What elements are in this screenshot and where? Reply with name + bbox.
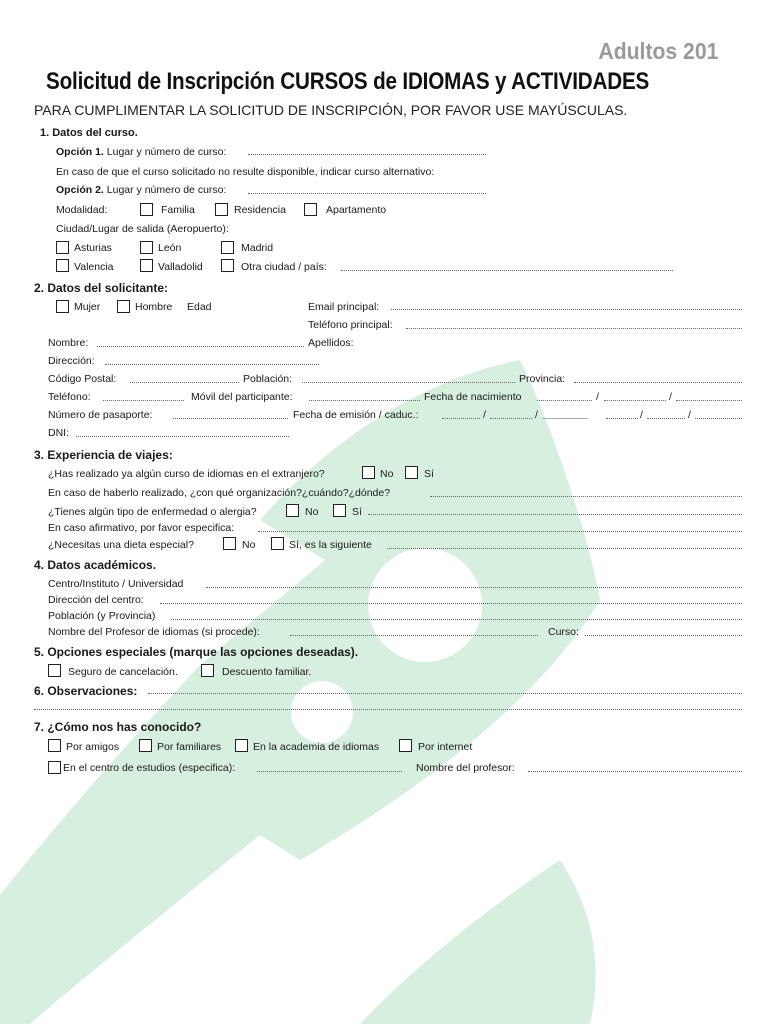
nacimiento-mes-field[interactable] — [604, 400, 666, 401]
year-label: Adultos 201 — [598, 38, 718, 64]
emision-mes-field[interactable] — [490, 418, 532, 419]
emision-anio-field[interactable] — [542, 418, 588, 419]
leon-label: León — [158, 242, 182, 254]
dieta-si-checkbox[interactable] — [271, 537, 284, 550]
nacimiento-dia-field[interactable] — [537, 400, 592, 401]
codigo-postal-label: Código Postal: — [48, 373, 117, 385]
familia-label: Familia — [161, 204, 195, 216]
telefono-field[interactable] — [103, 400, 184, 401]
valencia-checkbox[interactable] — [56, 259, 69, 272]
option-2-text: Lugar y número de curso: — [103, 184, 227, 196]
centro-estudios-checkbox[interactable] — [48, 761, 61, 774]
curso-label: Curso: — [548, 626, 579, 638]
familiares-checkbox[interactable] — [139, 739, 152, 752]
direccion-label: Dirección: — [48, 355, 95, 367]
curso-field[interactable] — [585, 635, 742, 636]
descuento-label: Descuento familiar. — [222, 666, 312, 678]
leon-checkbox[interactable] — [140, 241, 153, 254]
slash: / — [688, 409, 691, 421]
slash: / — [483, 409, 486, 421]
email-field[interactable] — [391, 309, 742, 310]
seguro-checkbox[interactable] — [48, 664, 61, 677]
email-label: Email principal: — [308, 301, 380, 313]
option-1-bold: Opción 1. — [56, 146, 104, 158]
observaciones-field-1[interactable] — [148, 693, 742, 694]
apartamento-checkbox[interactable] — [304, 203, 317, 216]
provincia-label: Provincia: — [519, 373, 566, 385]
nombre-label: Nombre: — [48, 337, 89, 349]
curso-extranjero-question: ¿Has realizado ya algún curso de idiomas en el extranjero? — [48, 468, 325, 480]
curso-extranjero-si-label: Sí — [424, 468, 434, 480]
nacimiento-anio-field[interactable] — [676, 400, 742, 401]
section-7-heading: 7. ¿Cómo nos has conocido? — [34, 720, 202, 734]
dieta-si-label: Sí, es la siguiente — [289, 539, 372, 551]
mujer-checkbox[interactable] — [56, 300, 69, 313]
direccion-field[interactable] — [105, 364, 319, 365]
watermark-lower-shape — [360, 860, 596, 1024]
nombre-profesor-label: Nombre del profesor: — [416, 762, 515, 774]
profesor-field[interactable] — [290, 635, 538, 636]
observaciones-field-2[interactable] — [34, 709, 742, 710]
dni-label: DNI: — [48, 427, 69, 439]
page-title: Solicitud de Inscripción CURSOS de IDIOMAS y ACTIVIDADES — [46, 68, 650, 95]
madrid-checkbox[interactable] — [221, 241, 234, 254]
slash: / — [640, 409, 643, 421]
edad-label: Edad — [187, 301, 212, 313]
otra-ciudad-label: Otra ciudad / país: — [241, 261, 327, 273]
amigos-label: Por amigos — [66, 741, 120, 753]
mujer-label: Mujer — [74, 301, 101, 313]
curso-extranjero-no-label: No — [380, 468, 394, 480]
instructions: PARA CUMPLIMENTAR LA SOLICITUD DE INSCRIPCIÓN, POR FAVOR USE MAYÚSCULAS. — [34, 102, 628, 118]
watermark-small-circle — [291, 681, 353, 743]
valencia-label: Valencia — [74, 261, 114, 273]
familia-checkbox[interactable] — [140, 203, 153, 216]
direccion-centro-label: Dirección del centro: — [48, 594, 144, 606]
seguro-label: Seguro de cancelación. — [68, 666, 178, 678]
pasaporte-label: Número de pasaporte: — [48, 409, 153, 421]
curso-extranjero-si-checkbox[interactable] — [405, 466, 418, 479]
option-1-label — [56, 146, 226, 158]
caducidad-anio-field[interactable] — [695, 418, 742, 419]
fecha-nacimiento-label: Fecha de nacimiento — [424, 391, 522, 403]
dieta-no-checkbox[interactable] — [223, 537, 236, 550]
apartamento-label: Apartamento — [326, 204, 387, 216]
otra-ciudad-checkbox[interactable] — [221, 259, 234, 272]
option-1-text: Lugar y número de curso: — [103, 146, 227, 158]
enfermedad-no-checkbox[interactable] — [286, 504, 299, 517]
section-5-heading: 5. Opciones especiales (marque las opciones deseadas). — [34, 645, 359, 659]
organizacion-question: En caso de haberlo realizado, ¿con qué organización?¿cuándo?¿dónde? — [48, 487, 391, 499]
option-1-field[interactable] — [248, 154, 486, 155]
residencia-checkbox[interactable] — [215, 203, 228, 216]
slash: / — [669, 391, 672, 403]
residencia-label: Residencia — [234, 204, 286, 216]
alternative-note: En caso de que el curso solicitado no resulte disponible, indicar curso alternativo: — [56, 166, 435, 178]
enfermedad-no-label: No — [305, 506, 319, 518]
organizacion-field[interactable] — [430, 496, 742, 497]
nombre-profesor-field[interactable] — [528, 771, 742, 772]
section-6-heading: 6. Observaciones: — [34, 684, 138, 698]
emision-dia-field[interactable] — [442, 418, 480, 419]
enfermedad-si-label: Sí — [352, 506, 362, 518]
poblacion-centro-field[interactable] — [171, 619, 742, 620]
asturias-label: Asturias — [74, 242, 112, 254]
especifica-label: En caso afirmativo, por favor especifica: — [48, 522, 235, 534]
movil-field[interactable] — [309, 400, 420, 401]
option-2-bold: Opción 2. — [56, 184, 104, 196]
profesor-label: Nombre del Profesor de idiomas (si procede): — [48, 626, 260, 638]
telefono-label: Teléfono: — [48, 391, 91, 403]
provincia-field[interactable] — [574, 382, 742, 383]
slash: / — [596, 391, 599, 403]
pasaporte-field[interactable] — [173, 418, 288, 419]
valladolid-checkbox[interactable] — [140, 259, 153, 272]
enfermedad-field[interactable] — [368, 514, 742, 515]
especifica-field[interactable] — [258, 531, 742, 532]
centro-estudios-label: En el centro de estudios (especifica): — [63, 762, 236, 774]
descuento-checkbox[interactable] — [201, 664, 214, 677]
caducidad-dia-field[interactable] — [606, 418, 638, 419]
section-2-heading: 2. Datos del solicitante: — [34, 281, 169, 295]
nombre-field[interactable] — [97, 346, 304, 347]
poblacion-label: Población: — [243, 373, 293, 385]
amigos-checkbox[interactable] — [48, 739, 61, 752]
section-4-heading: 4. Datos académicos. — [34, 558, 157, 572]
option-2-label — [56, 184, 226, 196]
internet-checkbox[interactable] — [399, 739, 412, 752]
otra-ciudad-field[interactable] — [341, 270, 673, 271]
movil-label: Móvil del participante: — [191, 391, 293, 403]
section-3-heading: 3. Experiencia de viajes: — [34, 448, 173, 462]
centro-label: Centro/Instituto / Universidad — [48, 578, 184, 590]
codigo-postal-field[interactable] — [130, 382, 239, 383]
direccion-centro-field[interactable] — [160, 603, 742, 604]
academia-checkbox[interactable] — [235, 739, 248, 752]
madrid-label: Madrid — [241, 242, 274, 254]
valladolid-label: Valladolid — [158, 261, 203, 273]
poblacion-centro-label: Población (y Provincia) — [48, 610, 156, 622]
slash: / — [535, 409, 538, 421]
curso-extranjero-no-checkbox[interactable] — [362, 466, 375, 479]
dieta-field[interactable] — [387, 548, 742, 549]
asturias-checkbox[interactable] — [56, 241, 69, 254]
poblacion-field[interactable] — [302, 382, 515, 383]
dieta-no-label: No — [242, 539, 256, 551]
hombre-label: Hombre — [135, 301, 173, 313]
hombre-checkbox[interactable] — [117, 300, 130, 313]
familiares-label: Por familiares — [157, 741, 222, 753]
watermark-large-circle — [368, 548, 482, 662]
fecha-emision-label: Fecha de emisión / caduc.: — [293, 409, 419, 421]
ciudad-salida-label: Ciudad/Lugar de salida (Aeropuerto): — [56, 223, 229, 235]
section-1-heading: 1. Datos del curso. — [40, 127, 138, 139]
telefono-principal-label: Teléfono principal: — [308, 319, 393, 331]
dieta-question: ¿Necesitas una dieta especial? — [48, 539, 194, 551]
modalidad-label: Modalidad: — [56, 204, 108, 216]
dni-field[interactable] — [76, 436, 289, 437]
centro-estudios-field[interactable] — [257, 771, 402, 772]
enfermedad-si-checkbox[interactable] — [333, 504, 346, 517]
telefono-principal-field[interactable] — [406, 328, 742, 329]
apellidos-label: Apellidos: — [308, 337, 354, 349]
internet-label: Por internet — [418, 741, 473, 753]
enfermedad-question: ¿Tienes algún tipo de enfermedad o alergia? — [48, 506, 257, 518]
academia-label: En la academia de idiomas — [253, 741, 380, 753]
centro-field[interactable] — [206, 587, 742, 588]
caducidad-mes-field[interactable] — [647, 418, 685, 419]
option-2-field[interactable] — [248, 193, 486, 194]
